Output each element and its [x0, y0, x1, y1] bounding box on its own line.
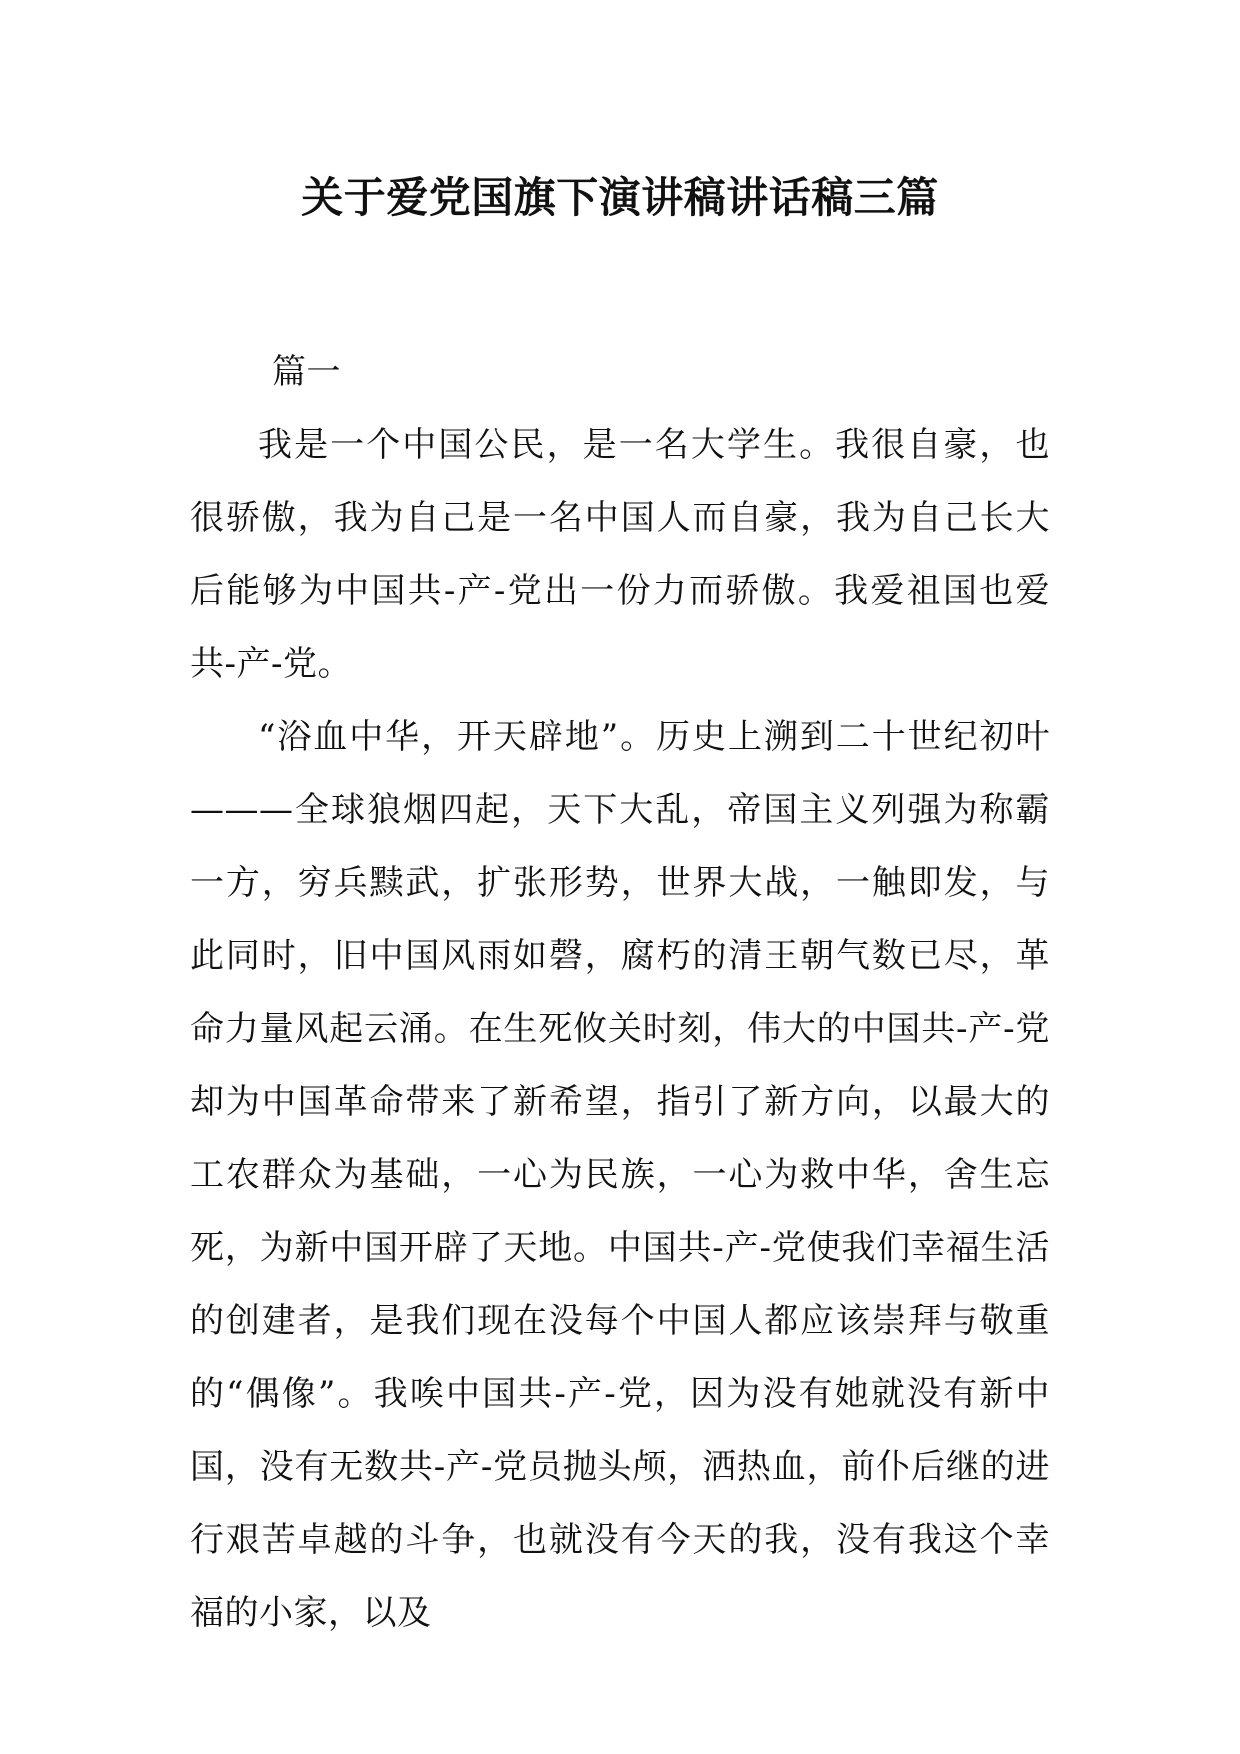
paragraph-1: 我是一个中国公民，是一名大学生。我很自豪，也很骄傲，我为自己是一名中国人而自豪，我为自己长大后能够为中国共-产-党出一份力而骄傲。我爱祖国也爱共-产-党。 — [190, 425, 1050, 684]
section-heading: 篇一 — [272, 352, 341, 392]
paragraph-2: “浴血中华，开天辟地”。历史上溯到二十世纪初叶———全球狼烟四起，天下大乱，帝国主义列强为称霸一方，穷兵黩武，扩张形势，世界大战，一触即发，与此同时，旧中国风雨如磬，腐朽的清王朝气数已尽，革命力量风起云涌。在生死攸关时刻，伟大的中国共-产-党却为中国革命带来了新希望，指引了新方向，以最大的工农群众为基础，一心为民族，一心为救中华，舍生忘死，为新中国开辟了天地。中国共-产-党使我们幸福生活的创建者，是我们现在没每个中国人都应该崇拜与敬重的“偶像”。我唉中国共-产-党，因为没有她就没有新中国，没有无数共-产-党员抛头颅，洒热血，前仆后继的进行艰苦卓越的斗争，也就没有今天的我，没有我这个幸福的小家，以及 — [190, 717, 1050, 1633]
document-title: 关于爱党国旗下演讲稿讲话稿三篇 — [301, 173, 939, 222]
document-body — [190, 336, 1050, 1650]
